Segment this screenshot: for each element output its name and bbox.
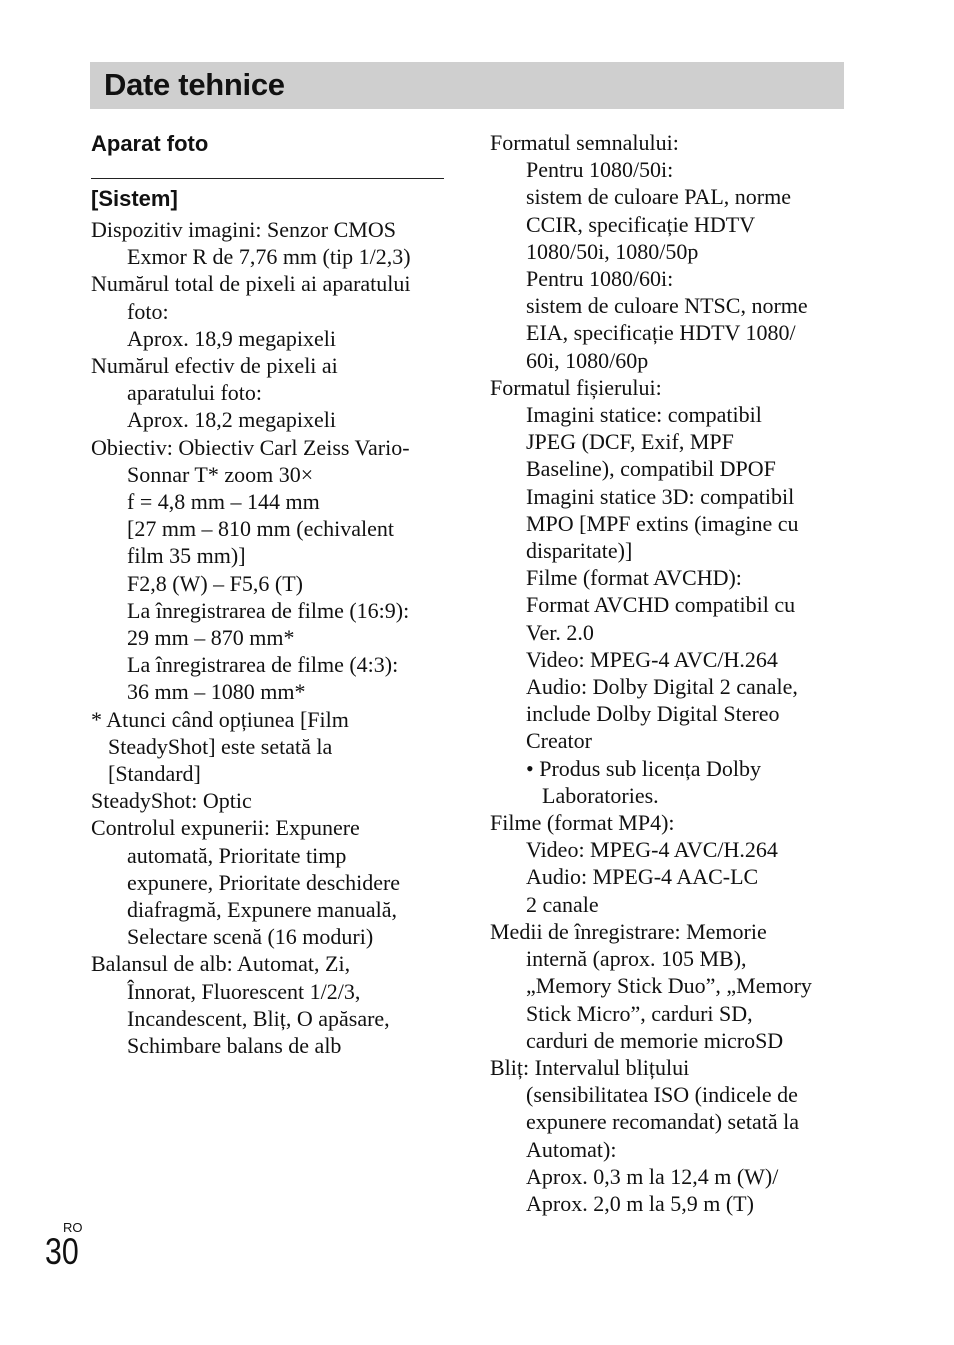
spec-line: Audio: MPEG-4 AAC-LC: [526, 864, 759, 890]
spec-line: aparatului foto:: [127, 380, 263, 406]
spec-line: Pentru 1080/60i:: [526, 266, 674, 292]
spec-line: Schimbare balans de alb: [127, 1033, 342, 1059]
spec-line: La înregistrarea de filme (16:9):: [127, 597, 410, 623]
spec-line: 36 mm – 1080 mm*: [127, 679, 306, 705]
spec-line: Incandescent, Bliț, O apăsare,: [127, 1005, 390, 1031]
spec-line: „Memory Stick Duo”, „Memory: [526, 973, 812, 999]
spec-line: • Produs sub licența Dolby: [526, 755, 762, 781]
spec-line: Ver. 2.0: [526, 619, 594, 645]
spec-line: Imagini statice 3D: compatibil: [526, 483, 795, 509]
spec-line: sistem de culoare NTSC, norme: [526, 293, 808, 319]
spec-line: Medii de înregistrare: Memorie: [490, 918, 767, 944]
spec-line: Format AVCHD compatibil cu: [526, 592, 796, 618]
spec-line: Audio: Dolby Digital 2 canale,: [526, 674, 798, 700]
spec-line: Aprox. 2,0 m la 5,9 m (T): [526, 1190, 754, 1216]
spec-line: Balansul de alb: Automat, Zi,: [91, 951, 351, 977]
spec-line: [27 mm – 810 mm (echivalent: [127, 516, 394, 542]
spec-line: Dispozitiv imagini: Senzor CMOS: [91, 217, 396, 242]
spec-line: Aprox. 18,2 megapixeli: [127, 407, 336, 433]
left-column: [91, 216, 447, 1059]
spec-line: Filme (format AVCHD):: [526, 565, 742, 591]
spec-line: Stick Micro”, carduri SD,: [526, 1000, 753, 1026]
page-number: 30: [45, 1231, 79, 1272]
spec-line: film 35 mm)]: [127, 543, 246, 569]
spec-line: internă (aprox. 105 MB),: [526, 946, 747, 972]
spec-line: MPO [MPF extins (imagine cu: [526, 510, 799, 536]
spec-line: Aprox. 18,9 megapixeli: [127, 325, 336, 351]
spec-line: 60i, 1080/60p: [526, 347, 649, 373]
spec-line: Numărul total de pixeli ai aparatului: [91, 271, 411, 297]
spec-line: Creator: [526, 728, 592, 754]
spec-line: foto:: [127, 298, 169, 324]
spec-line: Imagini statice: compatibil: [526, 402, 762, 428]
spec-line: * Atunci când opțiunea [Film: [91, 706, 349, 732]
spec-line: SteadyShot] este setată la: [108, 733, 333, 759]
spec-line: automată, Prioritate timp: [127, 842, 347, 868]
spec-line: sistem de culoare PAL, norme: [526, 184, 791, 210]
spec-line: Obiectiv: Obiectiv Carl Zeiss Vario-: [91, 434, 410, 460]
spec-line: include Dolby Digital Stereo: [526, 701, 780, 727]
subsection-heading: [Sistem]: [91, 186, 178, 211]
spec-line: Pentru 1080/50i:: [526, 157, 674, 183]
spec-line: Filme (format MP4):: [490, 810, 675, 836]
spec-line: Laboratories.: [542, 782, 659, 808]
spec-line: diafragmă, Expunere manuală,: [127, 897, 397, 923]
page-title: Date tehnice: [104, 67, 285, 102]
spec-line: Automat):: [526, 1136, 617, 1162]
spec-line: expunere recomandat) setată la: [526, 1109, 800, 1135]
spec-line: disparitate)]: [526, 538, 633, 564]
spec-line: Formatul semnalului:: [490, 130, 679, 155]
spec-line: SteadyShot: Optic: [91, 788, 252, 814]
spec-line: Înnorat, Fluorescent 1/2/3,: [127, 978, 361, 1004]
spec-line: Video: MPEG-4 AVC/H.264: [526, 646, 778, 672]
spec-line: Baseline), compatibil DPOF: [526, 456, 776, 482]
spec-line: Formatul fișierului:: [490, 374, 662, 400]
spec-line: CCIR, specificație HDTV: [526, 211, 756, 237]
spec-line: Sonnar T* zoom 30×: [127, 461, 314, 487]
language-code: RO: [63, 1220, 83, 1235]
divider: [91, 178, 444, 179]
spec-line: 1080/50i, 1080/50p: [526, 238, 699, 264]
spec-line: Numărul efectiv de pixeli ai: [91, 353, 338, 379]
spec-line: (sensibilitatea ISO (indicele de: [526, 1082, 798, 1108]
spec-line: Selectare scenă (16 moduri): [127, 924, 374, 950]
spec-line: La înregistrarea de filme (4:3):: [127, 652, 399, 678]
spec-line: f = 4,8 mm – 144 mm: [127, 489, 320, 515]
spec-line: EIA, specificație HDTV 1080/: [526, 320, 796, 346]
spec-line: Bliț: Intervalul blițului: [490, 1054, 690, 1080]
spec-line: 29 mm – 870 mm*: [127, 625, 295, 651]
spec-line: F2,8 (W) – F5,6 (T): [127, 570, 303, 596]
spec-line: carduri de memorie microSD: [526, 1027, 784, 1053]
right-column: [490, 129, 846, 1217]
title-bar: [90, 62, 844, 109]
section-heading: Aparat foto: [91, 131, 209, 156]
spec-line: expunere, Prioritate deschidere: [127, 869, 401, 895]
spec-line: 2 canale: [526, 891, 599, 917]
spec-line: Controlul expunerii: Expunere: [91, 815, 360, 841]
spec-line: JPEG (DCF, Exif, MPF: [526, 429, 734, 455]
spec-line: Video: MPEG-4 AVC/H.264: [526, 837, 778, 863]
spec-line: Exmor R de 7,76 mm (tip 1/2,3): [127, 244, 411, 270]
spec-line: [Standard]: [108, 761, 201, 787]
spec-line: Aprox. 0,3 m la 12,4 m (W)/: [526, 1163, 779, 1189]
